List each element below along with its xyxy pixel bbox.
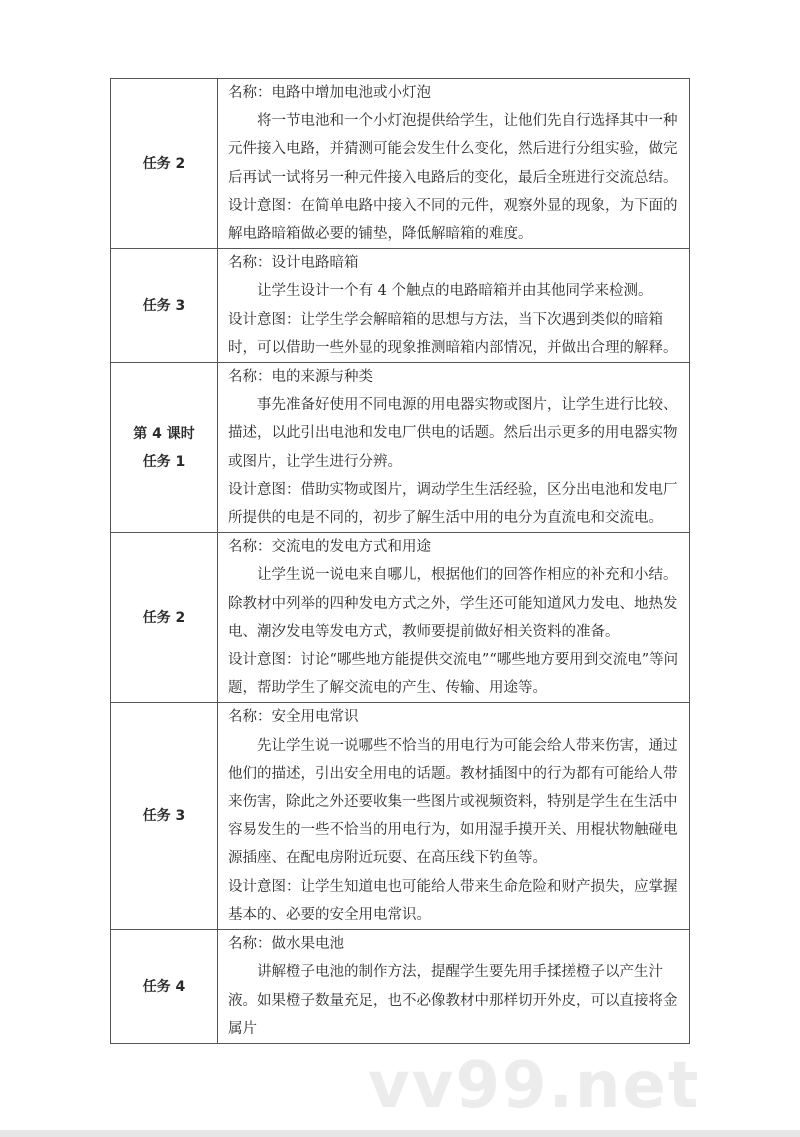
task-name: 名称：交流电的发电方式和用途 bbox=[228, 539, 431, 556]
task-name: 名称：电路中增加电池或小灯泡 bbox=[228, 85, 431, 101]
task-description: 先让学生说一说哪些不恰当的用电行为可能会给人带来伤害，通过他们的描述，引出安全用电的话题。教材插图中的行为都有可能给人带来伤害，除此之外还要收集一些图片或视频资料，特别是学生在生活中容易发生的一些不恰当的用电行为，如用湿手摸开关、用棍状物触碰电源插座、在配电房附近玩耍、在高压线下钓鱼等。 bbox=[228, 737, 678, 867]
task-row bbox=[111, 703, 690, 930]
task-label bbox=[111, 249, 218, 363]
task-label bbox=[111, 79, 218, 249]
task-content bbox=[218, 79, 690, 249]
task-description: 事先准备好使用不同电源的用电器实物或图片，让学生进行比较、描述，以此引出电池和发电厂供电的话题。然后出示更多的用电器实物或图片，让学生进行分辨。 bbox=[228, 397, 678, 470]
document-page bbox=[110, 78, 701, 1123]
task-label bbox=[111, 533, 218, 703]
task-row bbox=[111, 533, 690, 703]
task-name: 名称：电的来源与种类 bbox=[228, 369, 373, 386]
task-content bbox=[218, 249, 690, 363]
task-content bbox=[218, 930, 690, 1044]
design-intent: 设计意图：在简单电路中接入不同的元件，观察外显的现象，为下面的解电路暗箱做必要的铺垫，降低解暗箱的难度。 bbox=[228, 197, 678, 243]
task-name: 名称：做水果电池 bbox=[228, 936, 344, 953]
task-description-cont: 除教材中列举的四种发电方式之外，学生还可能知道风力发电、地热发电、潮汐发电等发电方式，教师要提前做好相关资料的准备。 bbox=[228, 595, 678, 640]
task-description: 讲解橙子电池的制作方法，提醒学生要先用手揉搓橙子以产生汁液。如果橙子数量充足，也不必像教材中那样切开外皮，可以直接将金属片 bbox=[228, 964, 678, 1037]
design-intent: 设计意图：让学生学会解暗箱的思想与方法，当下次遇到类似的暗箱时，可以借助一些外显的现象推测暗箱内部情况，并做出合理的解释。 bbox=[228, 311, 678, 356]
watermark: vv99.net bbox=[368, 1048, 701, 1123]
task-label-line: 任务 3 bbox=[142, 808, 186, 825]
task-label bbox=[111, 703, 218, 930]
task-label-line: 任务 3 bbox=[142, 297, 186, 314]
task-label-line: 任务 1 bbox=[142, 453, 186, 470]
task-name: 名称：设计电路暗箱 bbox=[228, 255, 359, 272]
design-intent: 设计意图：借助实物或图片，调动学生生活经验，区分出电池和发电厂所提供的电是不同的，初步了解生活中用的电分为直流电和交流电。 bbox=[228, 481, 678, 527]
task-row bbox=[111, 363, 690, 533]
task-label bbox=[111, 363, 218, 533]
task-row bbox=[111, 79, 690, 249]
lesson-task-table bbox=[110, 78, 690, 1044]
task-label-line: 任务 4 bbox=[142, 978, 186, 995]
task-label-line: 第 4 课时 bbox=[133, 425, 195, 442]
task-description: 让学生设计一个有 4 个触点的电路暗箱并由其他同学来检测。 bbox=[257, 283, 653, 300]
task-description: 让学生说一说电来自哪儿，根据他们的回答作相应的补充和小结。 bbox=[257, 567, 678, 584]
task-row bbox=[111, 930, 690, 1044]
design-intent: 设计意图：讨论“哪些地方能提供交流电”“哪些地方要用到交流电”等问题，帮助学生了解交流电的产生、传输、用途等。 bbox=[228, 652, 679, 697]
task-label-line: 任务 2 bbox=[142, 155, 186, 172]
task-content bbox=[218, 363, 690, 533]
task-description: 将一节电池和一个小灯泡提供给学生，让他们先自行选择其中一种元件接入电路，并猜测可能会发生什么变化，然后进行分组实验，做完后再试一试将另一种元件接入电路后的变化，最后全班进行交流总结。 bbox=[228, 113, 678, 186]
task-row bbox=[111, 249, 690, 363]
task-label-line: 任务 2 bbox=[142, 609, 186, 626]
task-content bbox=[218, 533, 690, 703]
task-name: 名称：安全用电常识 bbox=[228, 709, 359, 726]
task-content bbox=[218, 703, 690, 930]
design-intent: 设计意图：让学生知道电也可能给人带来生命危险和财产损失，应掌握基本的、必要的安全用电常识。 bbox=[228, 878, 678, 923]
task-label bbox=[111, 930, 218, 1044]
page-bottom-edge bbox=[0, 1130, 800, 1137]
